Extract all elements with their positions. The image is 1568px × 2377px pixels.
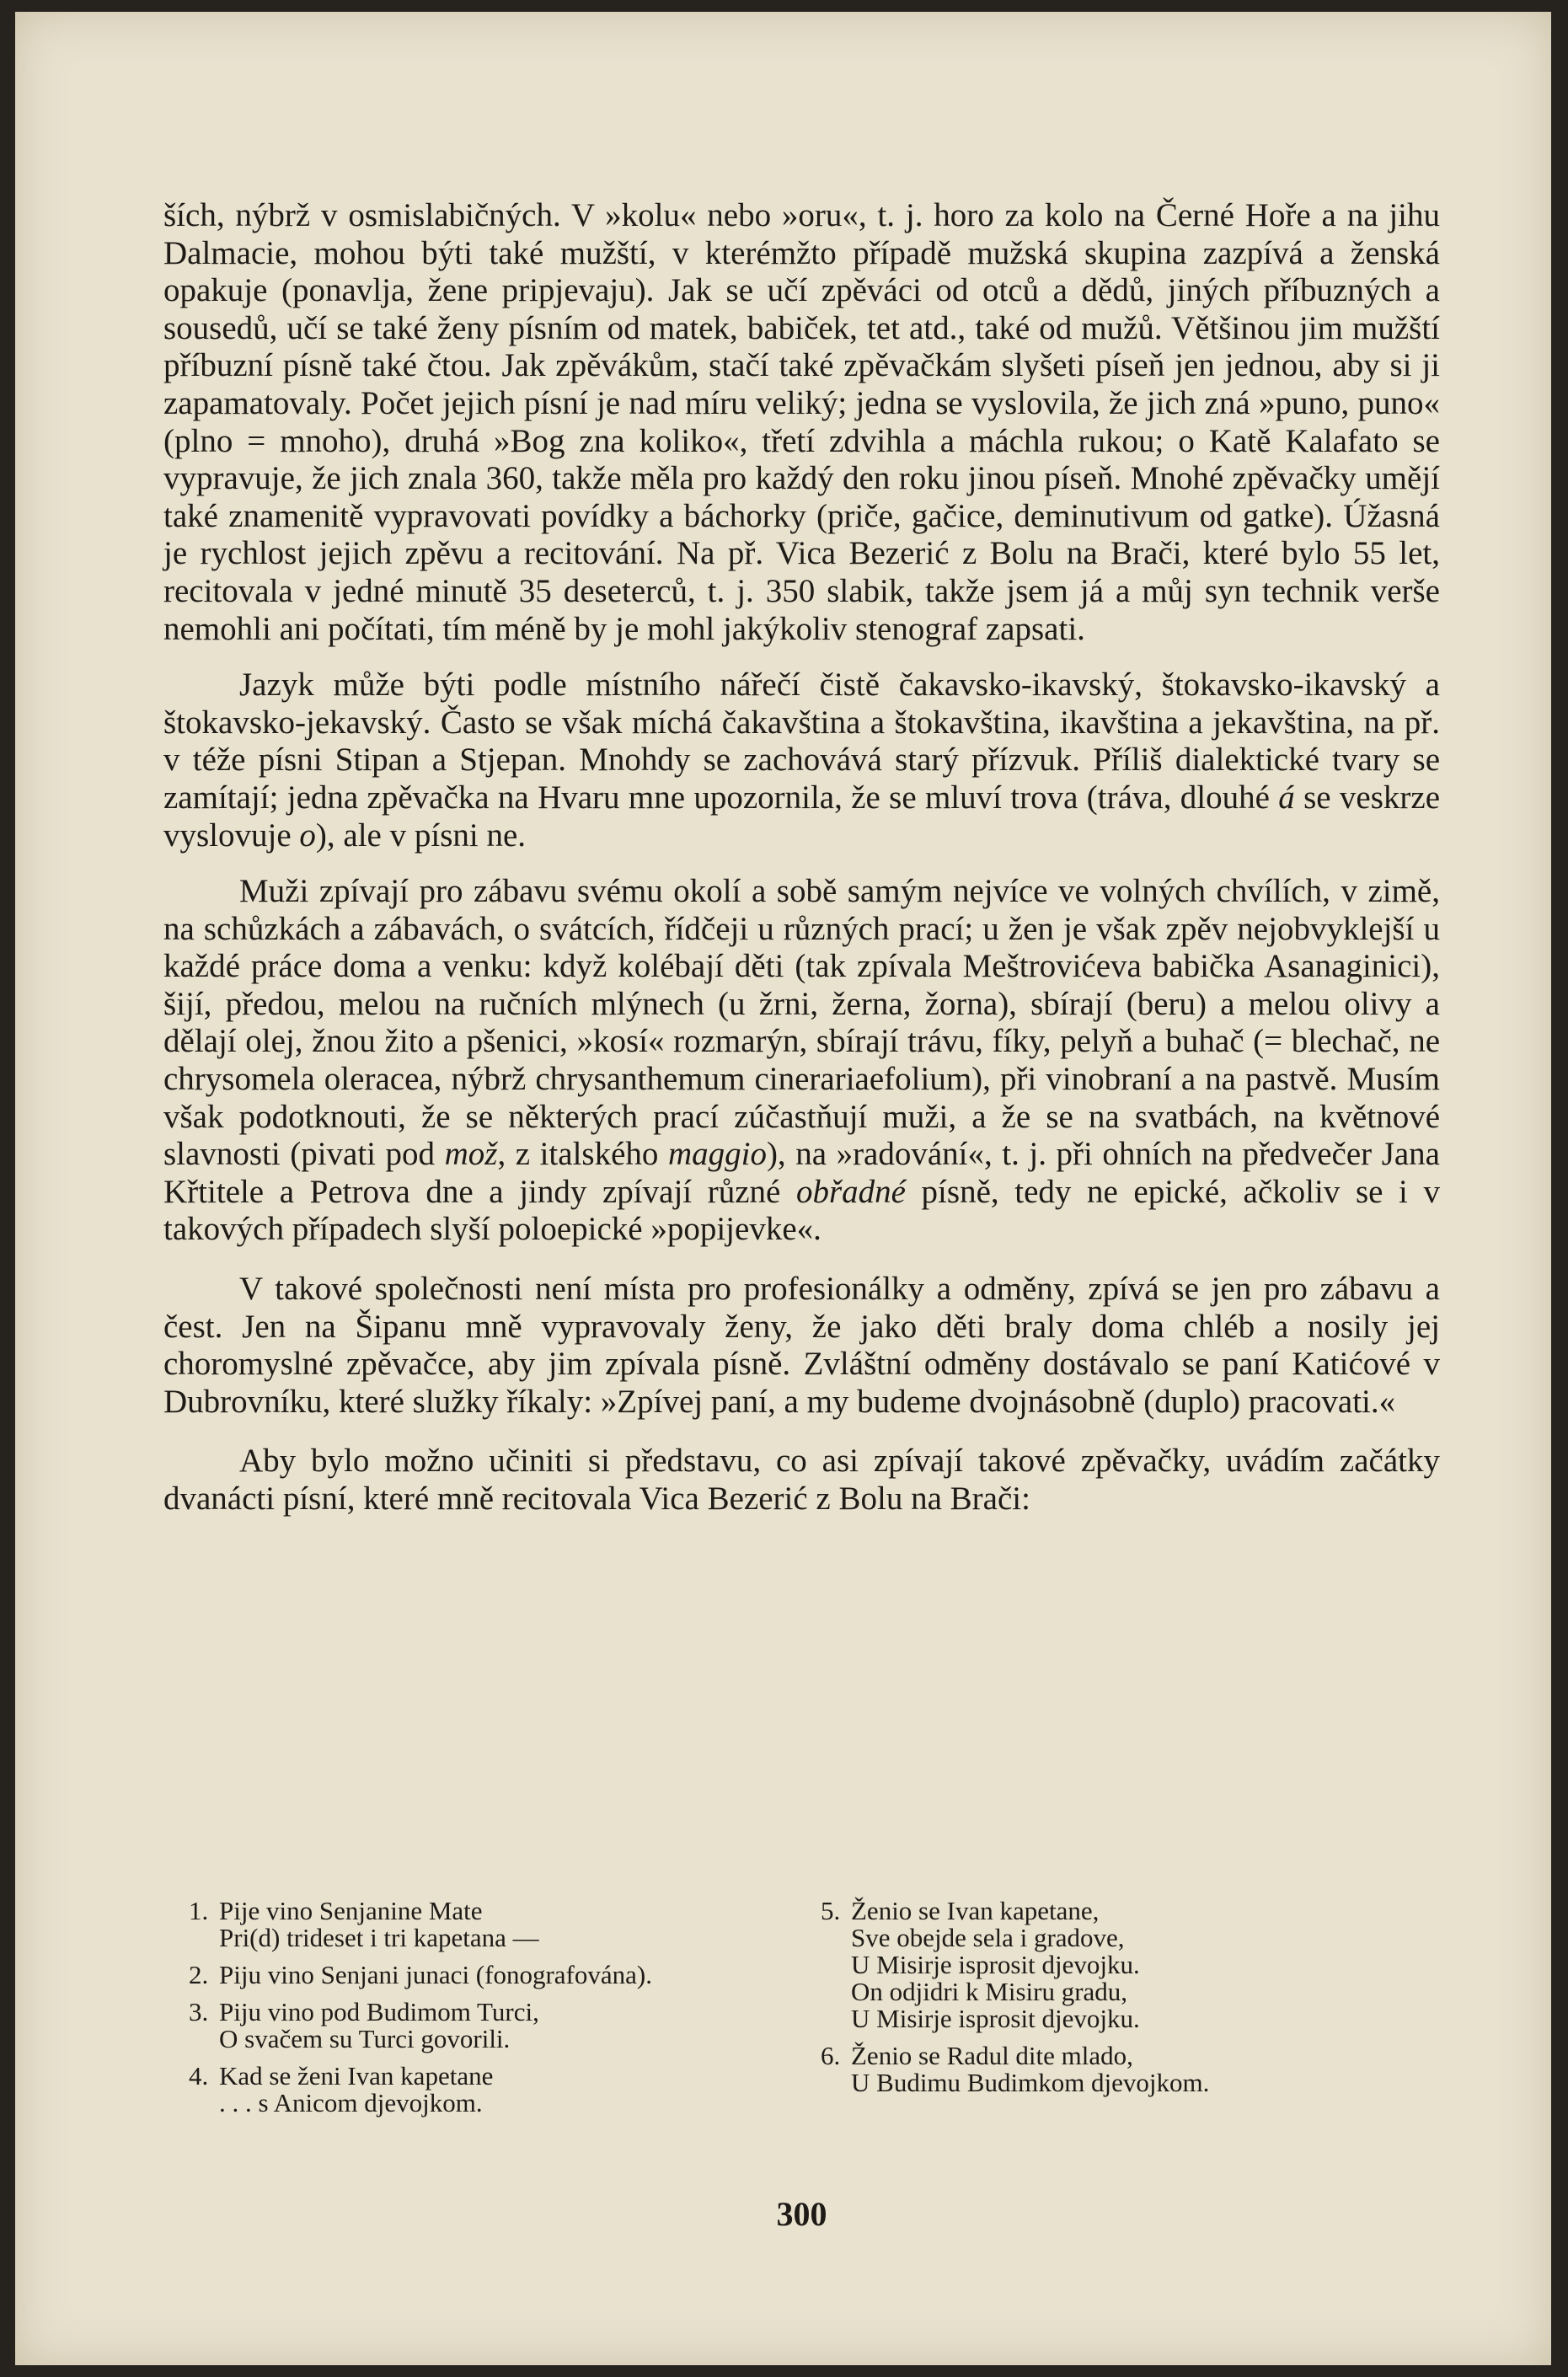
song-line: Pije vino Senjanine Mate xyxy=(219,1896,483,1925)
song-line: U Budimu Budimkom djevojkom. xyxy=(851,2068,1210,2097)
song-item xyxy=(189,2063,896,2117)
paragraph-4: V takové společnosti není místa pro profesionálky a odměny, zpívá se jen pro zábavu a čest. Jen na Šipanu mně vypravovaly ženy, že jako děti braly doma chléb a nosily jej choromyslné zpěvačce, aby jim zpívala písně. Zvláštní odměny dostávalo se paní Katićové v Dubrovníku, které služky říkaly: »Zpívej paní, a my budeme dvojnásobně (duplo) pracovati.« xyxy=(163,1271,1440,1420)
paragraph-2-tail1: se veskrze vyslovuje xyxy=(163,779,1441,854)
song-item xyxy=(189,1962,896,1989)
paragraph-2-text: Jazyk může býti podle místního nářečí čistě čakavsko-ikavský, štokavsko-ikavský a štokavsko-jekavský. Často se však míchá čakavština a štokavština, ikavština a jekavština, na př. v téže písni Stipan a Stjepan. Mnohdy se zachovává starý přízvuk. Příliš dialektické tvary se zamítají; jedna zpěvačka na Hvaru mne upozornila, že se mluví trova (tráva, dlouhé xyxy=(163,667,1440,816)
song-item xyxy=(189,1898,896,1951)
song-number: 4. xyxy=(189,2061,209,2091)
paragraph-3 xyxy=(163,873,1440,1249)
paragraph-5: Aby bylo možno učiniti si představu, co asi zpívají takové zpěvačky, uvádím začátky dvanácti písní, které mně recitovala Vica Bezerić z Bolu na Brači: xyxy=(163,1443,1440,1517)
song-number: 2. xyxy=(189,1960,209,1989)
paragraph-3-em1: mož xyxy=(444,1136,498,1173)
song-column-right xyxy=(821,1898,1410,2107)
song-line: O svačem su Turci govorili. xyxy=(219,2024,511,2053)
song-number: 1. xyxy=(189,1896,209,1925)
paragraph-2 xyxy=(163,667,1440,854)
song-line: On odjidri k Misiru gradu, xyxy=(851,1977,1128,2006)
song-item xyxy=(821,2042,1410,2096)
paragraph-2-tail2: ), ale v písni ne. xyxy=(315,816,527,854)
song-line: U Misirje isprosit djevojku. xyxy=(851,1950,1140,1979)
song-line: Piju vino pod Budimom Turci, xyxy=(219,1997,539,2026)
paragraph-3-mid1: , z italského xyxy=(497,1136,668,1173)
song-line: Pri(d) trideset i tri kapetana — xyxy=(219,1923,539,1952)
song-number: 3. xyxy=(189,1997,209,2026)
song-number: 5. xyxy=(821,1896,841,1925)
song-line: Ženio se Radul dite mlado, xyxy=(851,2041,1133,2070)
paragraph-3-mid2: ), na »radování«, t. j. při ohních na předvečer Jana Křtitele a Petrova dne a jindy zpívají různé xyxy=(163,1136,1440,1210)
page-number: 300 xyxy=(776,2195,827,2233)
song-line: Ženio se Ivan kapetane, xyxy=(851,1896,1100,1925)
paragraph-3-em3: obřadné xyxy=(795,1173,906,1210)
paragraph-3-tail: písně, tedy ne epické, ačkoliv se i v takových případech slyší poloepické »popijevke«. xyxy=(163,1173,1440,1248)
song-item xyxy=(821,1898,1410,2032)
paragraph-3-text: Muži zpívají pro zábavu svému okolí a sobě samým nejvíce ve volných chvílích, v zimě, na schůzkách a zábavách, o svátcích, řídčeji u různých prací; u žen je však zpěv nejobvyklejší u každé práce doma a venku: když kolébají děti (tak zpívala Meštrovićeva babička Asanaginici), šijí, předou, melou na ručních mlýnech (u žrni, žerna, žorna), sbírají (beru) a melou olivy a dělají olej, žnou žito a pšenici, »kosí« rozmarýn, sbírají trávu, fíky, pelyň a buhač (= blechač, ne chrysomela oleracea, nýbrž chrysanthemum cinerariaefolium), při vinobraní a na pastvě. Musím však podotknouti, že se některých prací zúčastňují muži, a že se na svatbách, na květnové slavnosti (pivati pod xyxy=(163,873,1440,1173)
paragraph-3-em2: maggio xyxy=(667,1136,767,1173)
paragraph-2-em: á xyxy=(1278,779,1295,816)
song-line: U Misirje isprosit djevojku. xyxy=(851,2004,1140,2033)
paragraph-2-em2: o xyxy=(299,816,316,854)
paragraph-1: ších, nýbrž v osmislabičných. V »kolu« nebo »oru«, t. j. horo za kolo na Černé Hoře a na jihu Dalmacie, mohou býti také mužští, v kterémžto případě mužská skupina zazpívá a ženská opakuje (ponavlja, žene pripjevaju). Jak se učí zpěváci od otců a dědů, jiných příbuzných a sousedů, učí se také ženy písním od matek, babiček, tet atd., také od mužů. Většinou jim mužští příbuzní písně také čtou. Jak zpěvákům, stačí také zpěvačkám slyšeti píseň jen jednou, aby si ji zapamatovaly. Počet jejich písní je nad míru veliký; jedna se vyslovila, že jich zná »puno, puno« (plno = mnoho), druhá »Bog zna koliko«, třetí zdvihla a máchla rukou; o Katě Kalafato se vypravuje, že jich znala 360, takže měla pro každý den roku jinou píseň. Mnohé zpěvačky umějí také znamenitě vypravovati povídky a báchorky (priče, gačice, deminutivum od gatke). Úžasná je rychlost jejich zpěvu a recitování. Na př. Vica Bezerić z Bolu na Brači, které bylo 55 let, recitovala v jedné minutě 35 deseterců, t. j. 350 slabik, takže jsem já a můj syn technik verše nemohli ani počítati, tím méně by je mohl jakýkoliv stenograf zapsati. xyxy=(163,197,1440,647)
song-line: Sve obejde sela i gradove, xyxy=(851,1923,1125,1952)
song-line: Kad se ženi Ivan kapetane xyxy=(219,2061,494,2091)
song-column-left xyxy=(189,1898,896,2127)
song-item xyxy=(189,1999,896,2053)
page-content xyxy=(163,197,1440,1518)
song-line: Piju vino Senjani junaci (fonografována). xyxy=(219,1960,652,1989)
page xyxy=(15,12,1551,2365)
song-line: . . . s Anicom djevojkom. xyxy=(219,2088,483,2117)
song-number: 6. xyxy=(821,2041,841,2070)
song-list xyxy=(163,1898,1440,2142)
